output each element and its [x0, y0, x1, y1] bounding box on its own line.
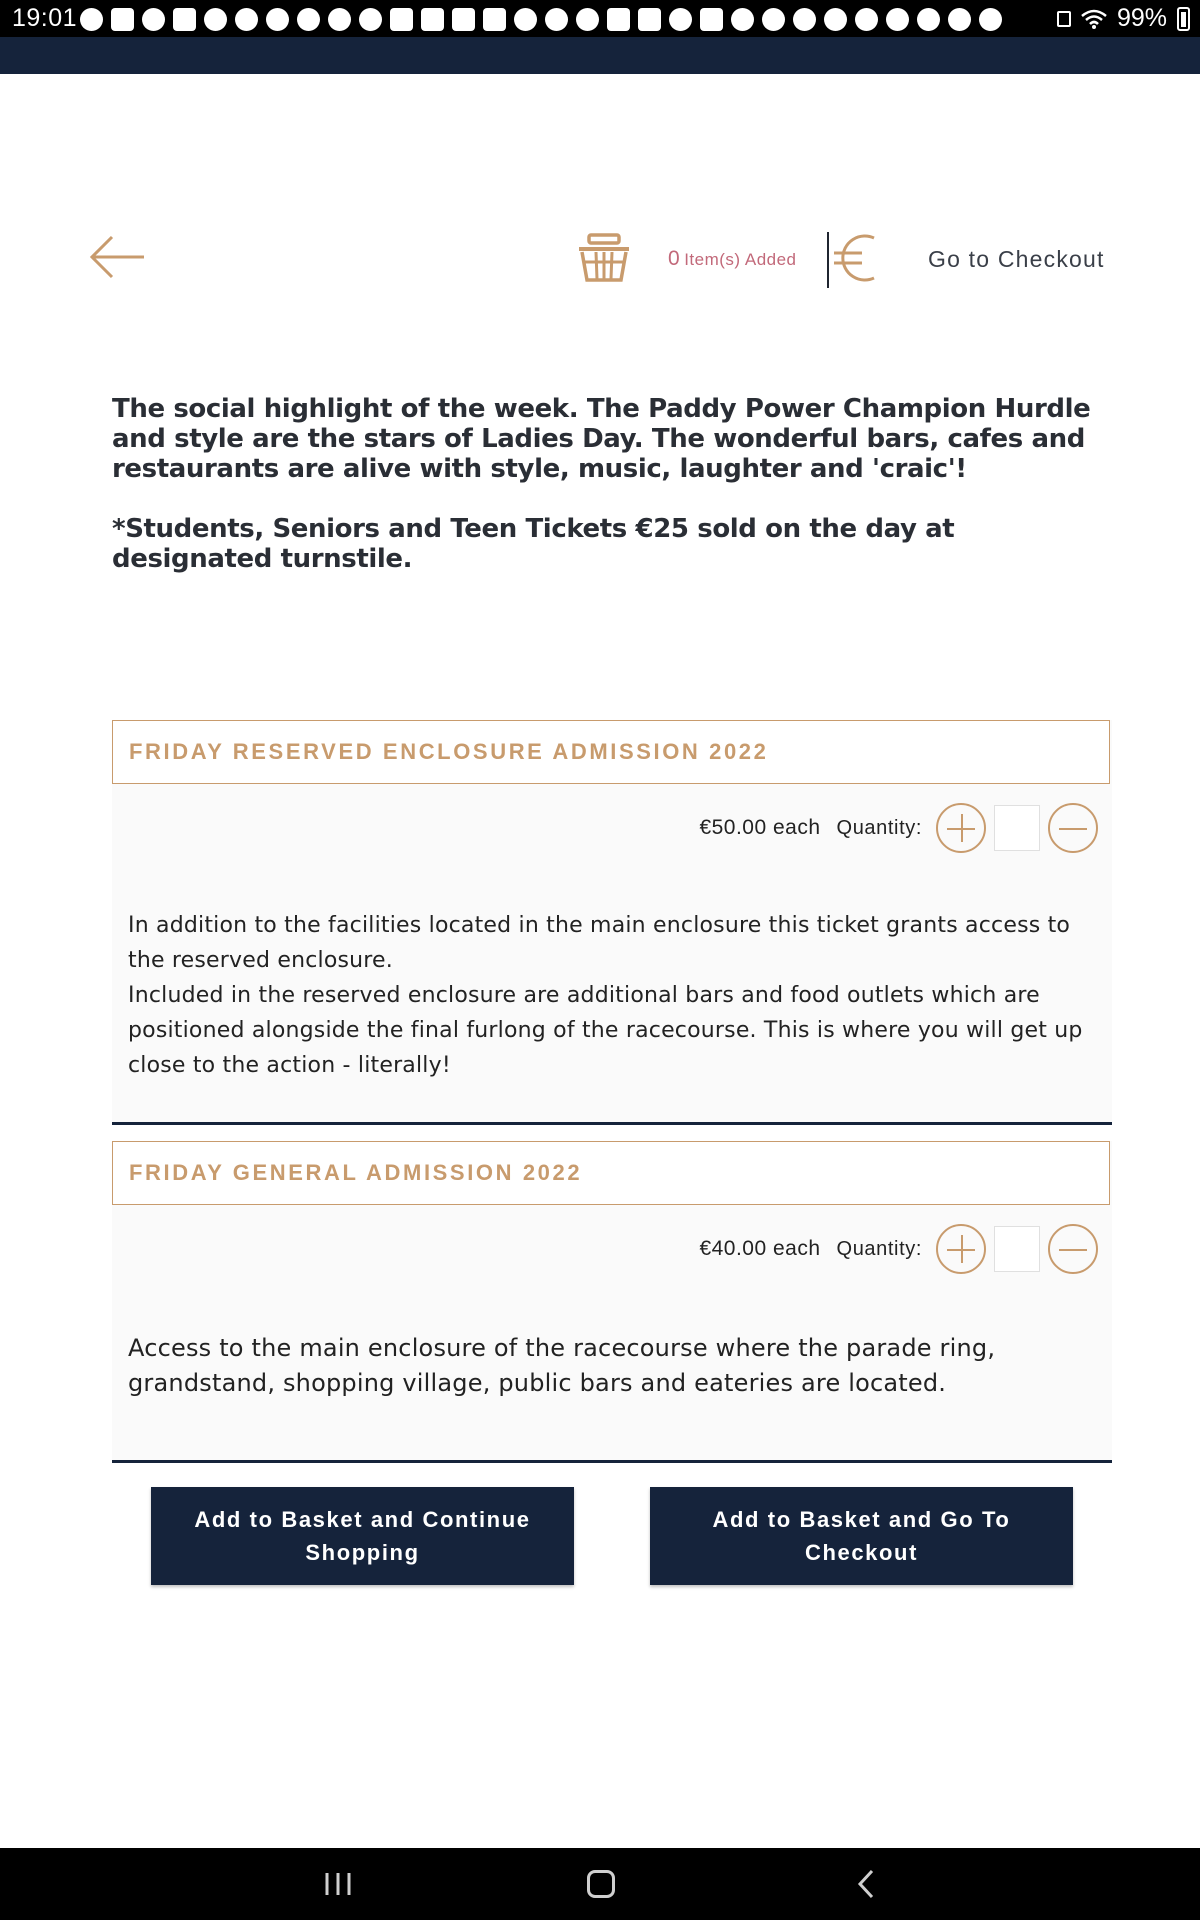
- euro-icon: [832, 228, 880, 288]
- gallery-icon: [700, 8, 723, 31]
- recent-apps-button[interactable]: [322, 1871, 354, 1897]
- heart-icon: [762, 8, 785, 31]
- event-description: [112, 394, 1102, 604]
- back-button[interactable]: [88, 230, 150, 280]
- description-line: In addition to the facilities located in the main enclosure this ticket grants access to the reserved enclosure.: [128, 913, 1071, 973]
- add-to-basket-checkout-button[interactable]: Add to Basket and Go To Checkout: [650, 1487, 1073, 1585]
- chrome-icon: [886, 8, 909, 31]
- instagram-icon: [545, 8, 568, 31]
- threads-icon: [235, 8, 258, 31]
- product-card: [112, 1141, 1112, 1463]
- status-right: [1057, 4, 1190, 33]
- product-title-box: [112, 1141, 1110, 1205]
- chrome-icon: [979, 8, 1002, 31]
- quantity-input[interactable]: [994, 1226, 1040, 1272]
- go-to-checkout-link[interactable]: Go to Checkout: [928, 246, 1105, 272]
- description-line: Included in the reserved enclosure are additional bars and food outlets which are positioned alongside the final furlong of the racecourse. This is where you will get up close to the action - literally!: [128, 983, 1083, 1078]
- product-card: [112, 720, 1112, 1125]
- app-icon: [483, 8, 506, 31]
- chrome-icon: [80, 8, 103, 31]
- battery-icon: [1177, 7, 1190, 31]
- chrome-icon: [917, 8, 940, 31]
- product-title: FRIDAY GENERAL ADMISSION 2022: [129, 1160, 583, 1185]
- status-time: 19:01: [12, 4, 78, 32]
- threads-icon: [266, 8, 289, 31]
- app-icon: [669, 8, 692, 31]
- intro-paragraph: The social highlight of the week. The Paddy Power Champion Hurdle and style are the stars of Ladies Day. The wonderful bars, cafes and restaurants are alive with style, music, laughter and 'craic'!: [112, 394, 1091, 484]
- product-price: €40.00 each: [699, 1237, 821, 1260]
- app-icon: [359, 8, 382, 31]
- product-description: [128, 1331, 1103, 1401]
- intro-note: *Students, Seniors and Teen Tickets €25 sold on the day at designated turnstile.: [112, 514, 955, 574]
- system-back-button[interactable]: [855, 1868, 877, 1900]
- quantity-label: Quantity:: [836, 1237, 922, 1260]
- product-price: €50.00 each: [699, 816, 821, 839]
- quantity-input[interactable]: [994, 805, 1040, 851]
- increase-quantity-button[interactable]: [936, 803, 986, 853]
- site-header-bar: [0, 37, 1200, 74]
- ebay-icon: [421, 8, 444, 31]
- description-line: Access to the main enclosure of the racecourse where the parade ring, grandstand, shopping village, public bars and eateries are located.: [128, 1334, 996, 1397]
- incognito-icon: [731, 8, 754, 31]
- product-description: [128, 908, 1103, 1083]
- increase-quantity-button[interactable]: [936, 1224, 986, 1274]
- header-divider: [827, 232, 829, 288]
- app-icon: [204, 8, 227, 31]
- app-icon: [142, 8, 165, 31]
- price-quantity-row: [699, 800, 1098, 856]
- battery-percent: 99%: [1116, 4, 1167, 32]
- minus-icon: [1059, 1249, 1087, 1251]
- arrow-left-icon: [88, 230, 150, 280]
- quantity-label: Quantity:: [836, 816, 922, 839]
- app-icon: [452, 8, 475, 31]
- lock-icon: [1057, 11, 1071, 27]
- chevron-left-icon: [855, 1868, 877, 1900]
- facebook-icon: [111, 8, 134, 31]
- account-icon: [328, 8, 351, 31]
- threads-icon: [297, 8, 320, 31]
- warning-icon: [855, 8, 878, 31]
- status-bar: [0, 0, 1200, 37]
- settings-icon: [824, 8, 847, 31]
- basket-count: 0: [668, 247, 681, 270]
- price-quantity-row: [699, 1221, 1098, 1277]
- youtube-icon: [638, 8, 661, 31]
- chrome-icon: [948, 8, 971, 31]
- notification-icons: [80, 6, 1002, 32]
- mail-icon: [390, 8, 413, 31]
- basket-status: [668, 247, 797, 271]
- product-title: FRIDAY RESERVED ENCLOSURE ADMISSION 2022: [129, 739, 769, 764]
- decrease-quantity-button[interactable]: [1048, 803, 1098, 853]
- wifi-icon: [1081, 8, 1107, 30]
- minus-icon: [1059, 828, 1087, 830]
- recents-icon: [322, 1871, 354, 1897]
- basket-label: Item(s) Added: [684, 250, 797, 269]
- gmail-icon: [607, 8, 630, 31]
- youtube-icon: [173, 8, 196, 31]
- basket-icon[interactable]: [576, 232, 632, 284]
- decrease-quantity-button[interactable]: [1048, 1224, 1098, 1274]
- plus-icon-stroke: [961, 1235, 963, 1263]
- product-title-box: [112, 720, 1110, 784]
- instagram-icon: [576, 8, 599, 31]
- home-button[interactable]: [587, 1870, 615, 1898]
- check-icon: [793, 8, 816, 31]
- add-to-basket-continue-button[interactable]: Add to Basket and Continue Shopping: [151, 1487, 574, 1585]
- app-icon: [514, 8, 537, 31]
- plus-icon-stroke: [961, 814, 963, 842]
